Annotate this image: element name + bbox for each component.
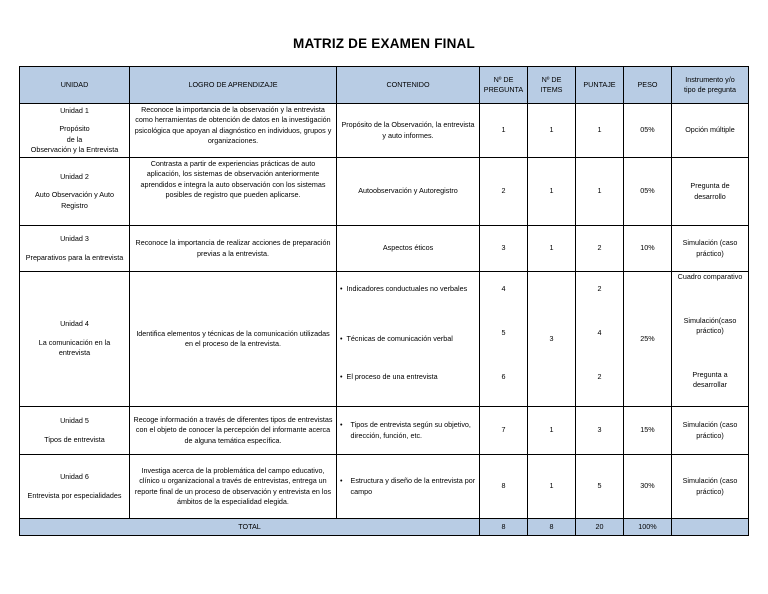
contenido-text: Técnicas de comunicación verbal	[346, 334, 453, 343]
page-title: MATRIZ DE EXAMEN FINAL	[293, 36, 475, 51]
puntaje-cell: 1	[576, 104, 624, 158]
table-row	[20, 104, 749, 158]
table-row	[20, 158, 749, 226]
pregunta-value: 4	[501, 284, 506, 293]
pregunta-cell: 2	[480, 158, 528, 226]
logro-cell: Investiga acerca de la problemática del campo educativo, clínico u organizacional a través de entrevistas, entrega un reporte final de un proceso de observación y entrevista en los ámbitos de la especialidad elegida.	[130, 455, 337, 519]
bullet-icon: •	[340, 284, 343, 293]
unit-name: Unidad 4	[60, 319, 89, 329]
unit-name: Unidad 5	[60, 416, 89, 426]
pregunta-cell: 3	[480, 226, 528, 272]
header-instrumento-line1: Instrumento y/o	[685, 74, 735, 84]
contenido-text: Estructura y diseño de la entrevista por campo	[350, 476, 476, 496]
contenido-text: Tipos de entrevista según su objetivo, dirección, función, etc.	[350, 420, 471, 440]
exam-matrix-table	[19, 66, 749, 536]
unit-subtitle: Propósito	[59, 124, 90, 134]
contenido-cell	[337, 272, 480, 407]
puntaje-value: 2	[597, 284, 602, 293]
unit-cell	[20, 272, 130, 407]
header-pregunta-line1: Nº DE	[493, 74, 514, 84]
unit-name: Unidad 3	[60, 234, 89, 244]
bullet-icon: •	[340, 334, 343, 343]
instrumento-cell: Simulación (caso práctico)	[672, 407, 749, 455]
contenido-text: El proceso de una entrevista	[346, 372, 438, 381]
puntaje-value: 4	[597, 328, 602, 337]
peso-cell: 05%	[624, 104, 672, 158]
logro-cell: Identifica elementos y técnicas de la comunicación utilizadas en el proceso de la entrevista.	[130, 272, 337, 407]
list-item	[340, 420, 476, 441]
items-cell: 1	[528, 226, 576, 272]
total-peso: 100%	[624, 519, 672, 536]
total-pregunta: 8	[480, 519, 528, 536]
pregunta-cell: 7	[480, 407, 528, 455]
header-items-line2: ITEMS	[540, 85, 563, 94]
instrumento-cell: Opción múltiple	[672, 104, 749, 158]
puntaje-value: 2	[597, 372, 602, 381]
unit-subtitle: Observación y la Entrevista	[30, 144, 119, 154]
pregunta-cell	[480, 272, 528, 407]
pregunta-cell: 1	[480, 104, 528, 158]
unit-subtitle: La comunicación en la entrevista	[38, 337, 111, 358]
unit-cell	[20, 104, 130, 158]
unit-cell	[20, 226, 130, 272]
unit-cell	[20, 455, 130, 519]
header-contenido: CONTENIDO	[337, 67, 480, 104]
list-item	[340, 476, 476, 497]
total-label: TOTAL	[20, 519, 480, 536]
logro-cell: Reconoce la importancia de la observación y la entrevista como herramientas de obtención de datos en la investigación psicológica que apoyan al diagnóstico en individuos, grupos y organizaciones.	[130, 104, 337, 158]
header-instrumento	[672, 67, 749, 104]
unit-name: Unidad 1	[60, 105, 89, 115]
puntaje-cell: 5	[576, 455, 624, 519]
total-items: 8	[528, 519, 576, 536]
header-puntaje: PUNTAJE	[576, 67, 624, 104]
instrumento-cell: Simulación (caso práctico)	[672, 226, 749, 272]
contenido-text: Indicadores conductuales no verbales	[346, 284, 468, 293]
peso-cell: 30%	[624, 455, 672, 519]
header-pregunta	[480, 67, 528, 104]
pregunta-value: 5	[501, 328, 506, 337]
items-cell: 1	[528, 104, 576, 158]
puntaje-cell	[576, 272, 624, 407]
unit-subtitle: de la	[66, 134, 83, 144]
header-pregunta-line2: PREGUNTA	[483, 85, 524, 94]
table-row	[20, 272, 749, 407]
instrumento-cell	[672, 272, 749, 407]
header-logro: LOGRO DE APRENDIZAJE	[130, 67, 337, 104]
header-items	[528, 67, 576, 104]
puntaje-cell: 2	[576, 226, 624, 272]
table-row	[20, 226, 749, 272]
table-row	[20, 407, 749, 455]
puntaje-cell: 3	[576, 407, 624, 455]
contenido-cell: Aspectos éticos	[337, 226, 480, 272]
logro-cell: Contrasta a partir de experiencias prácticas de auto aplicación, los sistemas de observación anteriormente aprendidos e integra la auto observación con los sistemas posibles de registro que pueden aplicarse.	[130, 158, 337, 226]
unit-name: Unidad 6	[60, 472, 89, 482]
total-puntaje: 20	[576, 519, 624, 536]
items-cell: 1	[528, 407, 576, 455]
unit-subtitle: Tipos de entrevista	[44, 434, 105, 444]
logro-cell: Recoge información a través de diferentes tipos de entrevistas con el objeto de conocer la percepción del informante acerca de alguna temática específica.	[130, 407, 337, 455]
total-instrumento	[672, 519, 749, 536]
instrumento-value: Cuadro comparativo	[677, 272, 743, 281]
header-instrumento-line2: tipo de pregunta	[684, 85, 736, 94]
unit-subtitle: Preparativos para la entrevista	[25, 252, 124, 262]
list-item	[340, 334, 477, 344]
unit-name: Unidad 2	[60, 171, 89, 181]
instrumento-cell: Pregunta de desarrollo	[672, 158, 749, 226]
items-cell: 1	[528, 455, 576, 519]
items-cell: 3	[528, 272, 576, 407]
unit-cell	[20, 158, 130, 226]
unit-cell	[20, 407, 130, 455]
unit-subtitle: Auto Observación y Auto Registro	[34, 190, 115, 210]
unit-subtitle: Entrevista por especialidades	[27, 490, 122, 500]
contenido-cell	[337, 455, 480, 519]
header-peso: PESO	[624, 67, 672, 104]
list-item	[340, 284, 477, 294]
bullet-icon: •	[340, 476, 343, 486]
logro-cell: Reconoce la importancia de realizar acciones de preparación previas a la entrevista.	[130, 226, 337, 272]
peso-cell: 10%	[624, 226, 672, 272]
peso-cell: 05%	[624, 158, 672, 226]
items-cell: 1	[528, 158, 576, 226]
contenido-cell: Propósito de la Observación, la entrevista y auto informes.	[337, 104, 480, 158]
bullet-icon: •	[340, 420, 343, 430]
instrumento-value: Simulación(caso práctico)	[683, 316, 737, 336]
contenido-cell	[337, 407, 480, 455]
bullet-icon: •	[340, 372, 343, 381]
pregunta-value: 6	[501, 372, 506, 381]
header-unidad: UNIDAD	[20, 67, 130, 104]
peso-cell: 25%	[624, 272, 672, 407]
puntaje-cell: 1	[576, 158, 624, 226]
total-row	[20, 519, 749, 536]
peso-cell: 15%	[624, 407, 672, 455]
instrumento-value: Pregunta a desarrollar	[692, 370, 728, 390]
pregunta-cell: 8	[480, 455, 528, 519]
table-row	[20, 455, 749, 519]
header-items-line1: Nº DE	[541, 74, 562, 84]
instrumento-cell: Simulación (caso práctico)	[672, 455, 749, 519]
contenido-cell: Autoobservación y Autoregistro	[337, 158, 480, 226]
list-item	[340, 372, 477, 382]
header-row	[20, 67, 749, 104]
